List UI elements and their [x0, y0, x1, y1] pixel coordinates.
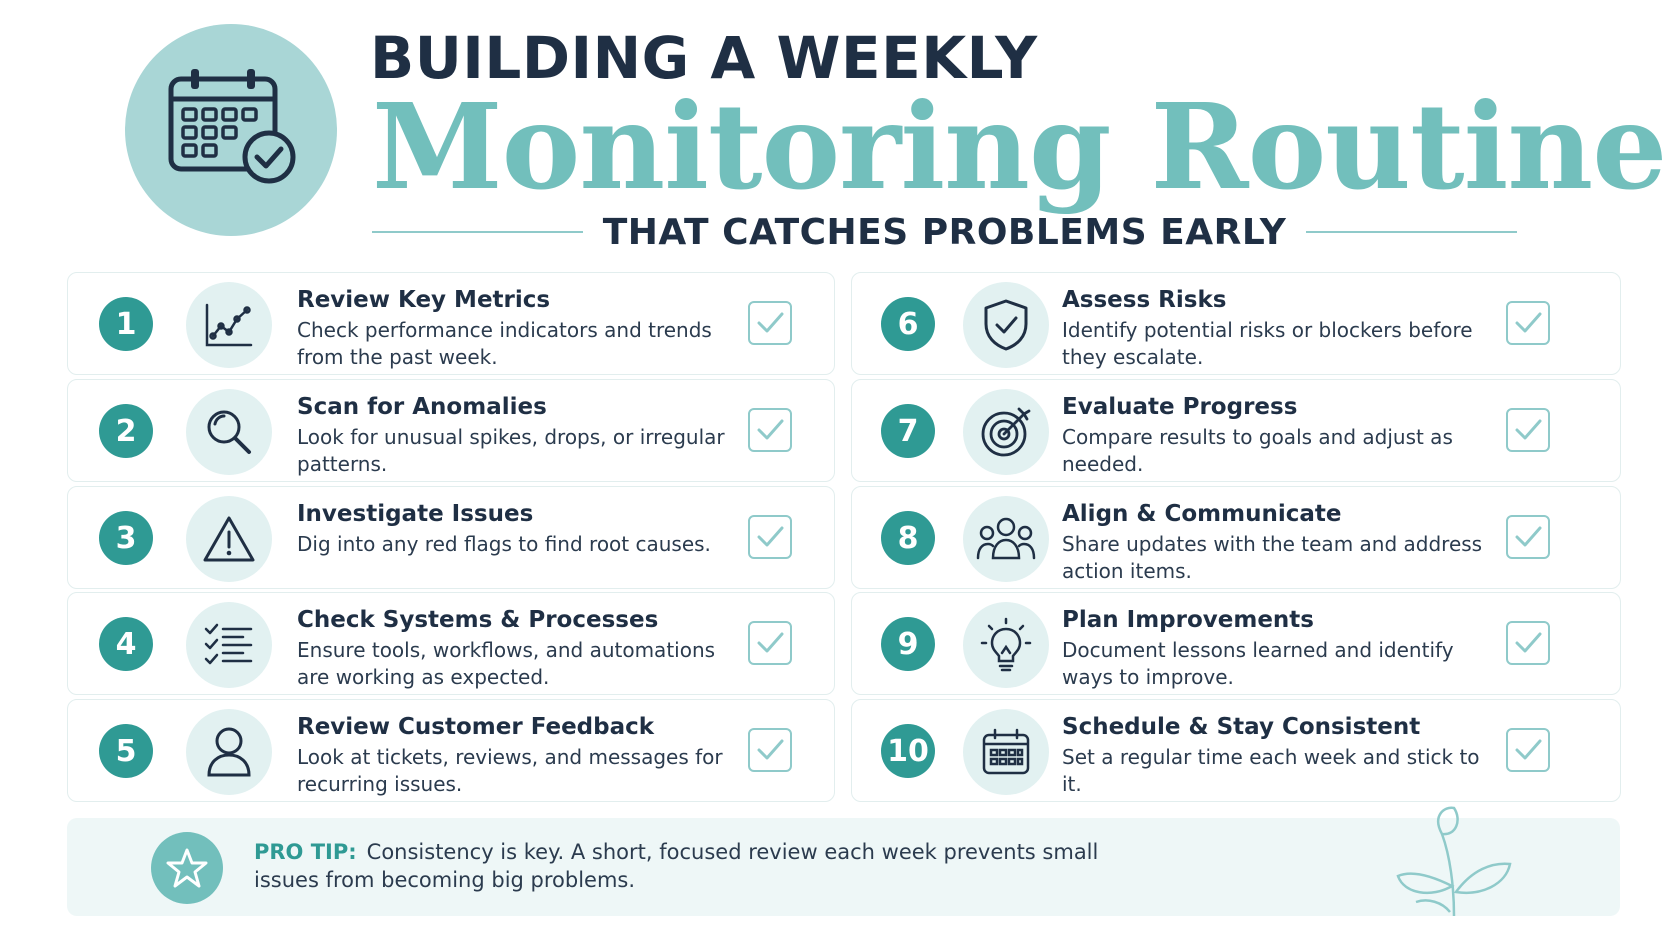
checkmark-icon	[755, 310, 785, 336]
title-top: BUILDING A WEEKLY	[370, 24, 1038, 92]
step-icon-badge	[186, 496, 272, 582]
step-title: Review Key Metrics	[297, 287, 551, 313]
step-icon-badge	[963, 282, 1049, 368]
step-icon-badge	[963, 389, 1049, 475]
step-checkbox[interactable]	[1506, 408, 1550, 452]
step-title: Align & Communicate	[1062, 501, 1342, 527]
step-title: Assess Risks	[1062, 287, 1227, 313]
step-description: Look at tickets, reviews, and messages for recurring issues.	[297, 745, 723, 796]
step-title: Check Systems & Processes	[297, 607, 659, 633]
step-card-2	[67, 379, 835, 482]
checkmark-icon	[755, 524, 785, 550]
step-card-7	[851, 379, 1621, 482]
step-card-10	[851, 699, 1621, 802]
team-icon	[976, 516, 1036, 562]
step-number-badge: 7	[881, 404, 935, 458]
step-card-6	[851, 272, 1621, 375]
pro-tip-badge	[151, 832, 223, 904]
step-description: Look for unusual spikes, drops, or irregular patterns.	[297, 425, 725, 476]
subtitle-rule-left	[372, 231, 583, 233]
step-title: Review Customer Feedback	[297, 714, 655, 740]
step-card-1	[67, 272, 835, 375]
step-icon-badge	[186, 602, 272, 688]
step-checkbox[interactable]	[1506, 301, 1550, 345]
leaves-icon	[1392, 806, 1522, 918]
subtitle: THAT CATCHES PROBLEMS EARLY	[602, 211, 1287, 253]
pro-tip-label: PRO TIP:	[254, 840, 357, 864]
step-number-badge: 3	[99, 511, 153, 565]
pro-tip-banner	[67, 818, 1620, 916]
checkmark-icon	[1513, 737, 1543, 763]
checklist-icon	[203, 622, 255, 668]
step-description: Compare results to goals and adjust as needed.	[1062, 425, 1453, 476]
checkmark-icon	[755, 630, 785, 656]
checkmark-icon	[1513, 630, 1543, 656]
step-icon-badge	[963, 496, 1049, 582]
step-description: Check performance indicators and trends from the past week.	[297, 318, 712, 369]
step-description: Identify potential risks or blockers before they escalate.	[1062, 318, 1473, 369]
shield-check-icon	[982, 298, 1030, 352]
step-description: Set a regular time each week and stick to it.	[1062, 745, 1480, 796]
step-checkbox[interactable]	[1506, 621, 1550, 665]
step-icon-badge	[186, 389, 272, 475]
step-number-badge: 4	[99, 617, 153, 671]
step-checkbox[interactable]	[748, 408, 792, 452]
step-title: Schedule & Stay Consistent	[1062, 714, 1421, 740]
warning-icon	[202, 515, 256, 563]
step-card-4	[67, 592, 835, 695]
calendar-check-icon	[161, 65, 301, 195]
step-description: Document lessons learned and identify ways to improve.	[1062, 638, 1454, 689]
step-card-9	[851, 592, 1621, 695]
step-icon-badge	[186, 282, 272, 368]
target-icon	[979, 405, 1033, 459]
step-number-badge: 5	[99, 724, 153, 778]
step-checkbox[interactable]	[748, 728, 792, 772]
user-icon	[205, 726, 253, 778]
step-description: Dig into any red flags to find root causes.	[297, 532, 711, 556]
step-title: Evaluate Progress	[1062, 394, 1298, 420]
step-number-badge: 2	[99, 404, 153, 458]
magnifier-icon	[204, 407, 254, 457]
step-number-badge: 6	[881, 297, 935, 351]
step-checkbox[interactable]	[748, 515, 792, 559]
step-card-5	[67, 699, 835, 802]
subtitle-rule-right	[1306, 231, 1517, 233]
step-checkbox[interactable]	[748, 621, 792, 665]
step-description: Ensure tools, workflows, and automations are working as expected.	[297, 638, 716, 689]
step-card-3	[67, 486, 835, 589]
step-title: Scan for Anomalies	[297, 394, 547, 420]
hero-calendar-badge	[125, 24, 337, 236]
step-card-8	[851, 486, 1621, 589]
subtitle-row	[372, 210, 1517, 254]
step-checkbox[interactable]	[1506, 515, 1550, 559]
pro-tip-text	[254, 838, 1154, 894]
step-description: Share updates with the team and address action items.	[1062, 532, 1483, 583]
line-chart-icon	[204, 302, 254, 348]
star-icon	[165, 846, 209, 890]
checkmark-icon	[755, 737, 785, 763]
step-number-badge: 9	[881, 617, 935, 671]
step-checkbox[interactable]	[1506, 728, 1550, 772]
checkmark-icon	[755, 417, 785, 443]
step-number-badge: 1	[99, 297, 153, 351]
step-title: Plan Improvements	[1062, 607, 1314, 633]
step-icon-badge	[963, 709, 1049, 795]
step-icon-badge	[186, 709, 272, 795]
step-title: Investigate Issues	[297, 501, 534, 527]
pro-tip-body: Consistency is key. A short, focused review each week prevents small issues from becoming big problems.	[254, 840, 1099, 892]
checkmark-icon	[1513, 524, 1543, 550]
checkmark-icon	[1513, 310, 1543, 336]
step-checkbox[interactable]	[748, 301, 792, 345]
step-number-badge: 8	[881, 511, 935, 565]
calendar-icon	[981, 728, 1031, 776]
step-number-badge: 10	[881, 724, 935, 778]
lightbulb-icon	[979, 617, 1033, 673]
step-icon-badge	[963, 602, 1049, 688]
checkmark-icon	[1513, 417, 1543, 443]
title-main: Monitoring Routine	[372, 77, 1667, 216]
